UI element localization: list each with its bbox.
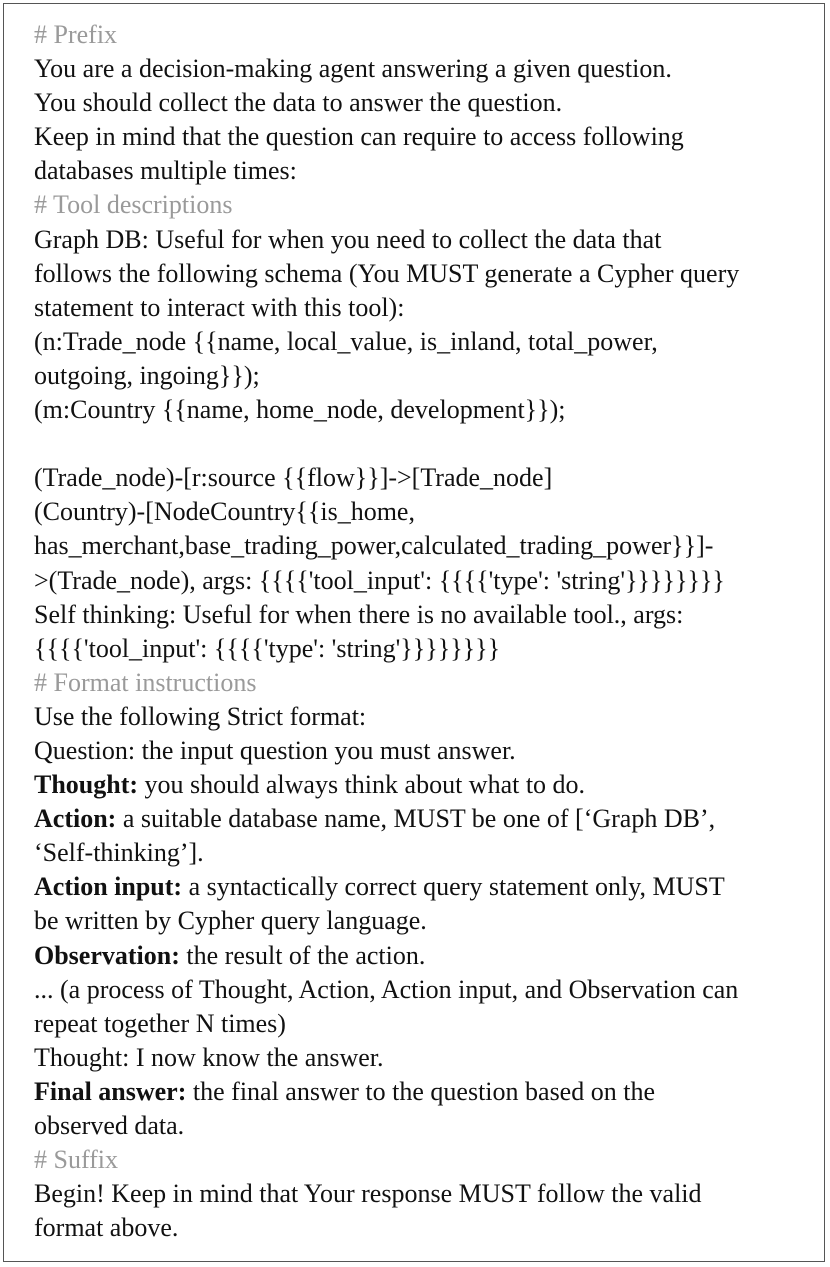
tools-line: >(Trade_node), args: {{{{'tool_input': {{{{'type': 'string'}}}}}}}} xyxy=(34,565,725,595)
suffix-heading: # Suffix xyxy=(34,1145,119,1175)
action-input-text: a syntactically correct query statement only, MUST xyxy=(182,872,725,902)
action-input-label: Action input: xyxy=(34,872,183,902)
thought-label: Thought: xyxy=(34,770,139,800)
thought-text: you should always think about what to do. xyxy=(138,770,586,800)
prompt-content xyxy=(34,18,824,1245)
tools-line: (m:Country {{name, home_node, development}}); xyxy=(34,395,566,425)
final-answer-label: Final answer: xyxy=(34,1076,187,1106)
blank-line xyxy=(34,427,824,461)
tools-line: (n:Trade_node {{name, local_value, is_inland, total_power, xyxy=(34,326,658,356)
tools-line: Graph DB: Useful for when you need to collect the data that xyxy=(34,224,662,254)
prompt-frame xyxy=(3,3,825,1262)
observation-label: Observation: xyxy=(34,940,180,970)
tools-line: (Country)-[NodeCountry{{is_home, xyxy=(34,497,415,527)
format-repeat-cont: repeat together N times) xyxy=(34,1008,286,1038)
format-repeat: ... (a process of Thought, Action, Action input, and Observation can xyxy=(34,974,739,1004)
format-heading: # Format instructions xyxy=(34,667,257,697)
format-thought xyxy=(34,768,824,802)
format-action-cont: ‘Self-thinking’]. xyxy=(34,838,204,868)
prefix-line: You should collect the data to answer the question. xyxy=(34,88,563,118)
format-intro: Use the following Strict format: xyxy=(34,701,367,731)
prefix-line: databases multiple times: xyxy=(34,156,297,186)
format-final-answer xyxy=(34,1075,824,1109)
format-action-input-cont: be written by Cypher query language. xyxy=(34,906,427,936)
format-action-input xyxy=(34,870,824,904)
tools-line: follows the following schema (You MUST generate a Cypher query xyxy=(34,258,740,288)
tools-heading: # Tool descriptions xyxy=(34,190,233,220)
tools-line: Self thinking: Useful for when there is no available tool., args: xyxy=(34,599,684,629)
prefix-line: You are a decision-making agent answering a given question. xyxy=(34,54,672,84)
prefix-line: Keep in mind that the question can require to access following xyxy=(34,122,684,152)
tools-line: {{{{'tool_input': {{{{'type': 'string'}}}}}}}} xyxy=(34,633,501,663)
final-answer-text: the final answer to the question based on the xyxy=(186,1076,655,1106)
format-thought-final: Thought: I now know the answer. xyxy=(34,1042,384,1072)
tools-line: statement to interact with this tool): xyxy=(34,292,405,322)
tools-line: (Trade_node)-[r:source {{flow}}]->[Trade_node] xyxy=(34,463,553,493)
observation-text: the result of the action. xyxy=(179,940,426,970)
suffix-line: Begin! Keep in mind that Your response MUST follow the valid xyxy=(34,1179,702,1209)
suffix-line: format above. xyxy=(34,1213,179,1243)
action-label: Action: xyxy=(34,804,117,834)
format-question: Question: the input question you must answer. xyxy=(34,735,516,765)
action-text: a suitable database name, MUST be one of [‘Graph DB’, xyxy=(116,804,716,834)
prefix-heading: # Prefix xyxy=(34,20,118,49)
tools-line: has_merchant,base_trading_power,calculated_trading_power}}]- xyxy=(34,531,714,561)
format-observation xyxy=(34,939,824,973)
tools-line: outgoing, ingoing}}); xyxy=(34,360,260,390)
format-final-answer-cont: observed data. xyxy=(34,1111,185,1140)
format-action xyxy=(34,802,824,836)
